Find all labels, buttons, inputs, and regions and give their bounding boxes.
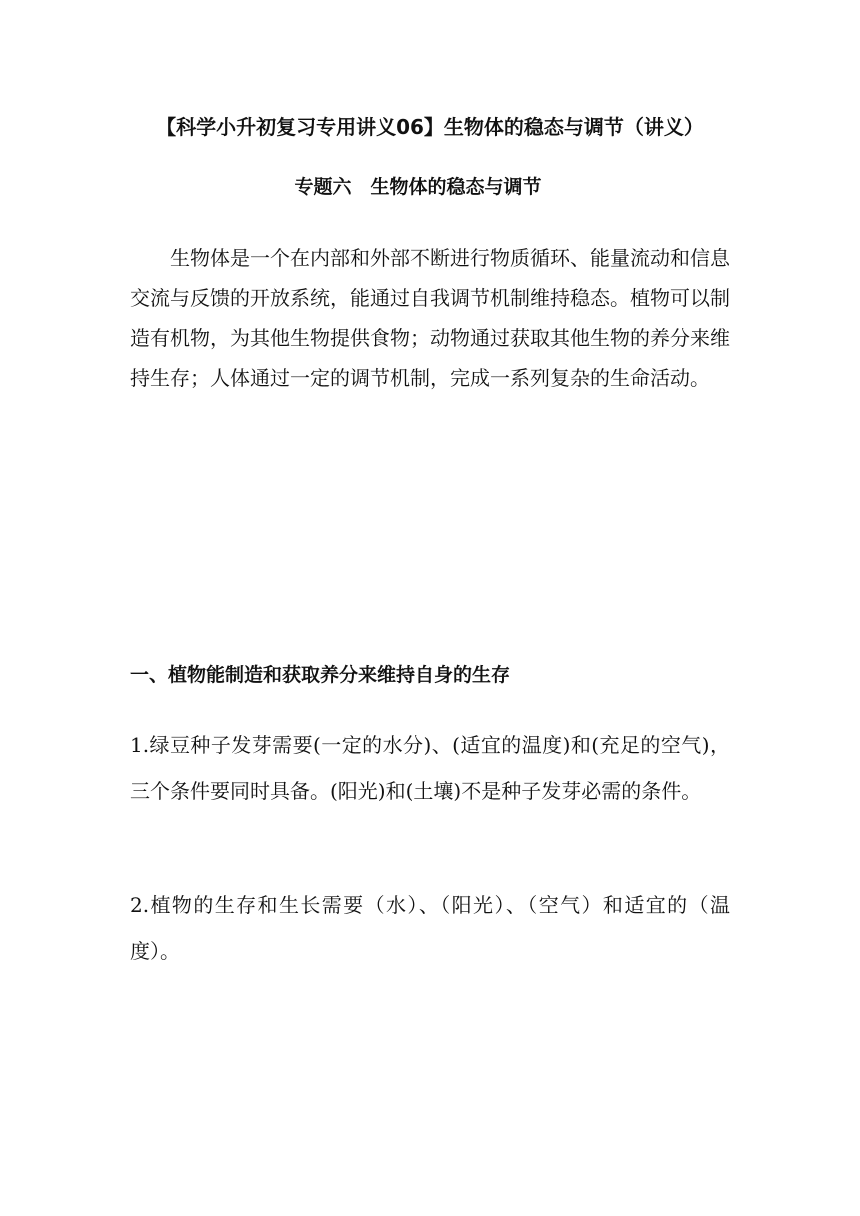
list-item: 1.绿豆种子发芽需要(一定的水分)、(适宜的温度)和(充足的空气)，三个条件要同时具备。(阳光)和(土壤)不是种子发芽必需的条件。 [130, 733, 730, 803]
list-item: 2.植物的生存和生长需要（水）、（阳光）、（空气）和适宜的（温度）。 [130, 893, 730, 963]
section-heading: 一、植物能制造和获取养分来维持自身的生存 [130, 664, 511, 686]
intro-paragraph: 生物体是一个在内部和外部不断进行物质循环、能量流动和信息交流与反馈的开放系统，能通过自我调节机制维持稳态。植物可以制造有机物，为其他生物提供食物；动物通过获取其他生物的养分来维持生存；人体通过一定的调节机制，完成一系列复杂的生命活动。 [130, 246, 730, 390]
document-title: 【科学小升初复习专用讲义06】生物体的稳态与调节（讲义） [156, 115, 704, 139]
document-subtitle: 专题六 生物体的稳态与调节 [294, 176, 542, 198]
